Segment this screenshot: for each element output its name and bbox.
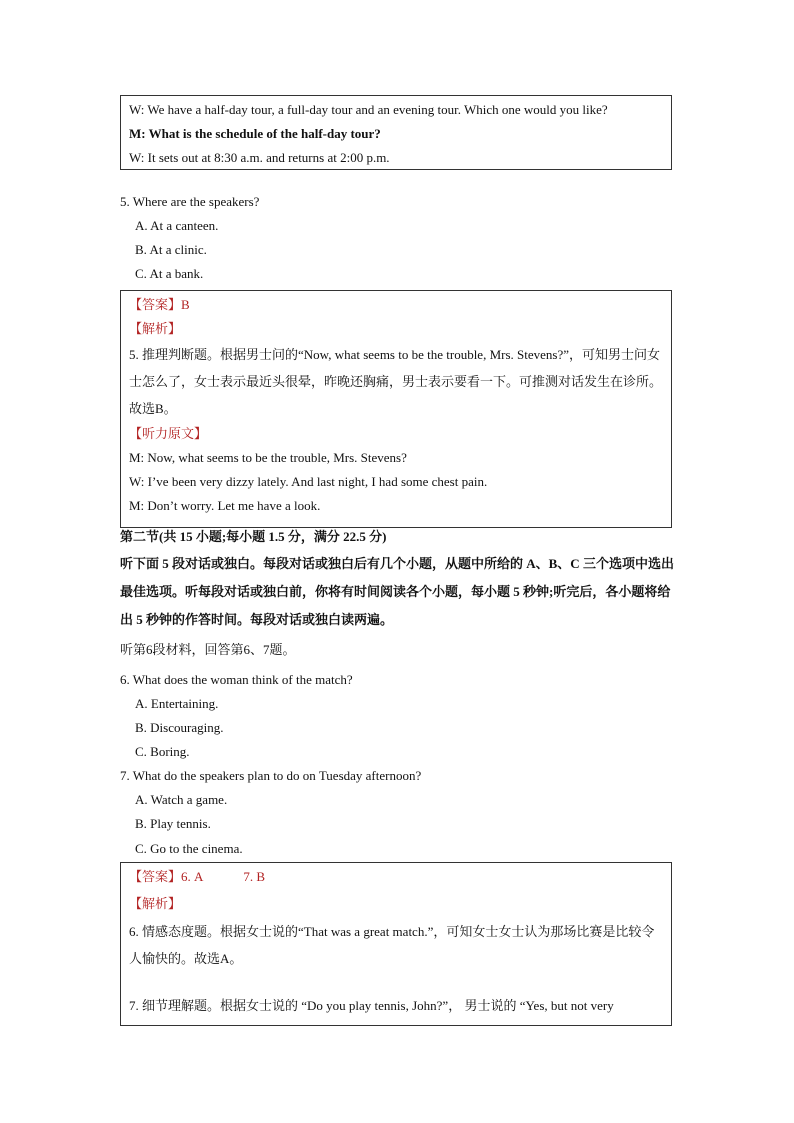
answer-value: B — [181, 297, 190, 312]
transcript-line: W: It sets out at 8:30 a.m. and returns at 2:00 p.m. — [129, 150, 390, 165]
option-6b: B. Discouraging. — [135, 720, 224, 735]
transcript-line: M: What is the schedule of the half-day tour? — [129, 126, 381, 141]
answer-tag: 【答案】 — [129, 297, 182, 312]
option-7c: C. Go to the cinema. — [135, 841, 243, 856]
answer-box-5 — [120, 290, 672, 528]
transcript-tag: 【听力原文】 — [129, 426, 208, 441]
section-heading: 第二节(共 15 小题;每小题 1.5 分，满分 22.5 分) — [120, 529, 387, 544]
transcript-line: W: We have a half-day tour, a full-day tour and an evening tour. Which one would you like? — [129, 102, 608, 117]
answer-box-6-7 — [120, 862, 672, 1026]
answer-row — [129, 293, 663, 317]
option-5c: C. At a bank. — [135, 266, 204, 281]
transcript-line: M: Now, what seems to be the trouble, Mrs. Stevens? — [129, 450, 407, 465]
option-7b: B. Play tennis. — [135, 816, 211, 831]
option-7a: A. Watch a game. — [135, 792, 228, 807]
option-6c: C. Boring. — [135, 744, 190, 759]
analysis-tag: 【解析】 — [129, 896, 182, 911]
option-6a: A. Entertaining. — [135, 696, 219, 711]
option-5b: B. At a clinic. — [135, 242, 207, 257]
analysis-text-6: 6. 情感态度题。根据女士说的“That was a great match.”，可知女士女士认为那场比赛是比较令人愉快的。故选A。 — [129, 924, 655, 966]
question-6: 6. What does the woman think of the match? — [120, 672, 353, 687]
transcript-box-1 — [120, 95, 672, 170]
section-prompt: 听第6段材料，回答第6、7题。 — [120, 642, 296, 657]
answer-value-6: 6. A — [181, 869, 204, 884]
answer-row — [129, 865, 663, 889]
transcript-line: M: Don’t worry. Let me have a look. — [129, 498, 321, 513]
answer-tag: 【答案】 — [129, 869, 182, 884]
transcript-line: W: I’ve been very dizzy lately. And last night, I had some chest pain. — [129, 474, 488, 489]
option-5a: A. At a canteen. — [135, 218, 219, 233]
analysis-text-7: 7. 细节理解题。根据女士说的 “Do you play tennis, John?”， 男士说的 “Yes, but not very — [129, 998, 614, 1013]
question-7: 7. What do the speakers plan to do on Tuesday afternoon? — [120, 768, 422, 783]
question-5: 5. Where are the speakers? — [120, 194, 260, 209]
analysis-tag: 【解析】 — [129, 321, 182, 336]
section-instructions: 听下面 5 段对话或独白。每段对话或独白后有几个小题，从题中所给的 A、B、C 三个选项中选出最佳选项。听每段对话或独白前，你将有时间阅读各个小题，每小题 5 秒钟;听完后，各小题将给出 5 秒钟的作答时间。每段对话或独白读两遍。 — [120, 556, 674, 627]
answer-value-7: 7. B — [243, 869, 266, 884]
analysis-text: 5. 推理判断题。根据男士问的“Now, what seems to be the trouble, Mrs. Stevens?”，可知男士问女士怎么了，女士表示最近头很晕，昨晚还胸痛，男士表示要看一下。可推测对话发生在诊所。故选B。 — [129, 347, 663, 416]
